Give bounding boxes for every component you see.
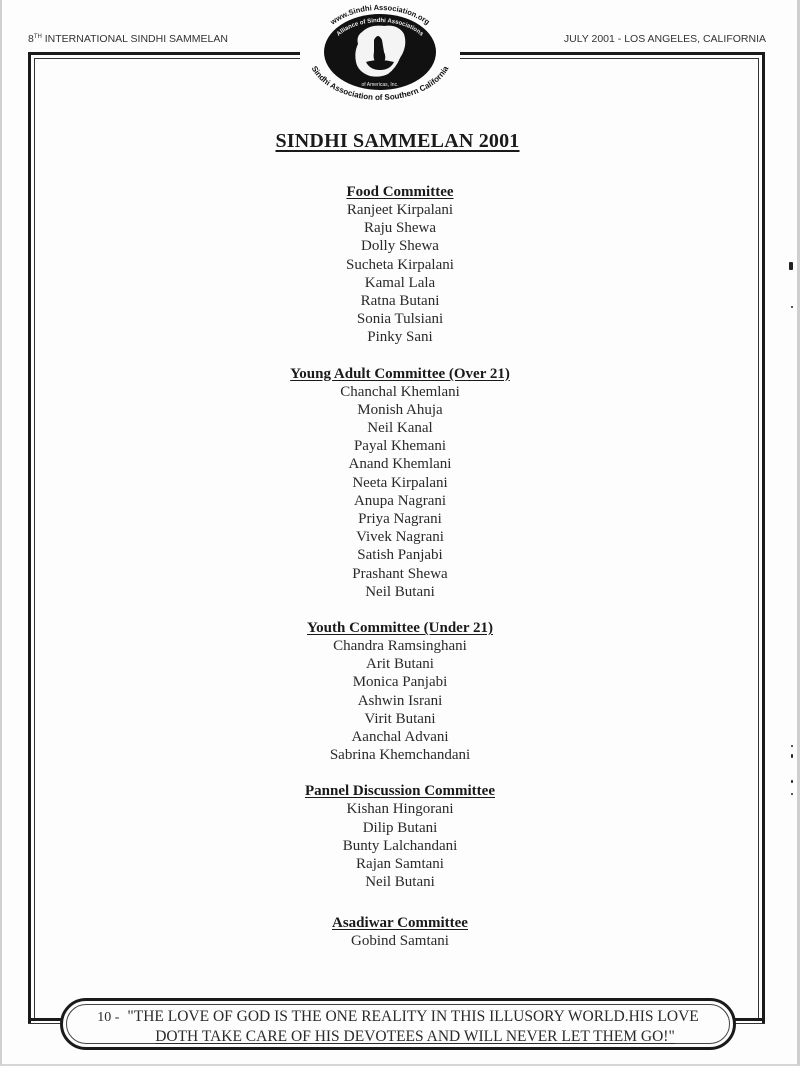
committee-member: Virit Butani [364, 710, 436, 727]
committee-member: Bunty Lalchandani [342, 837, 458, 854]
sindh-map-emblem-icon [300, 2, 460, 102]
committee-member: Payal Khemani [353, 438, 447, 455]
header-event-name: INTERNATIONAL SINDHI SAMMELAN [41, 33, 228, 45]
footer-quote-line2: DOTH TAKE CARE OF HIS DEVOTEES AND WILL NEVER LET THEM GO!" [155, 1028, 675, 1045]
committee-heading: Food Committee [346, 184, 454, 200]
page-title: SINDHI SAMMELAN 2001 [275, 130, 520, 152]
committee-panel-discussion [40, 782, 760, 891]
committee-member: Rajan Samtani [356, 856, 444, 873]
committee-young-adult [40, 365, 760, 601]
committee-member: Priya Nagrani [358, 511, 442, 528]
document-body [40, 118, 760, 950]
scan-artifact-dot [791, 745, 793, 747]
svg-text:www.Sindhi Association.org: www.Sindhi Association.org [328, 2, 432, 27]
scan-artifact-dot [791, 780, 793, 783]
committee-member: Sucheta Kirpalani [346, 256, 454, 273]
committee-asadiwar [40, 914, 760, 950]
committee-member: Sonia Tulsiani [356, 311, 444, 328]
header-ordinal-suffix: TH [33, 34, 42, 40]
footer-quote-banner [60, 998, 736, 1050]
committee-member: Dolly Shewa [361, 238, 439, 255]
committee-member: Prashant Shewa [352, 565, 448, 582]
committee-member: Monish Ahuja [357, 401, 443, 418]
committee-member: Aanchal Advani [351, 729, 449, 746]
committee-heading: Pannel Discussion Committee [305, 783, 495, 800]
committee-member: Neil Butani [365, 583, 435, 600]
committee-member: Sabrina Khemchandani [329, 747, 471, 764]
quote-text-line1: "THE LOVE OF GOD IS THE ONE REALITY IN THIS ILLUSORY WORLD.HIS LOVE [127, 1008, 699, 1025]
footer-quote-line1 [63, 1007, 733, 1027]
committee-member: Chandra Ramsinghani [333, 638, 467, 655]
scan-artifact-dot [791, 793, 793, 795]
header-event-title [28, 33, 228, 45]
committee-member: Ranjeet Kirpalani [346, 202, 454, 218]
scan-artifact-dot [791, 306, 793, 308]
association-logo [300, 2, 460, 102]
committee-member: Arit Butani [366, 656, 434, 673]
committee-heading: Young Adult Committee (Over 21) [290, 365, 510, 382]
footer-quote [63, 1007, 733, 1046]
header-date-location: JULY 2001 - LOS ANGELES, CALIFORNIA [563, 33, 766, 45]
committee-member: Monica Panjabi [352, 674, 448, 691]
committee-heading: Youth Committee (Under 21) [307, 620, 493, 637]
scan-artifact-dot [791, 754, 793, 758]
svg-text:Sindhi Association of Southern: Sindhi Association of Southern California [309, 64, 451, 102]
committee-member: Chanchal Khemlani [340, 383, 460, 400]
svg-text:Alliance of Sindhi Association: Alliance of Sindhi Associations [335, 17, 425, 38]
committee-member: Dilip Butani [362, 819, 438, 836]
committee-food [40, 183, 760, 347]
frame-connector-right [734, 1018, 765, 1024]
svg-text:of Americas, Inc.: of Americas, Inc. [361, 82, 399, 88]
committee-heading: Asadiwar Committee [332, 914, 468, 931]
committee-member: Neeta Kirpalani [352, 474, 448, 491]
scan-artifact-mark [789, 262, 793, 270]
committee-member: Pinky Sani [367, 329, 433, 346]
committee-member: Ratna Butani [360, 293, 440, 310]
page-number: 10 - [97, 1010, 120, 1025]
committee-member: Gobind Samtani [351, 932, 449, 949]
committee-member: Vivek Nagrani [356, 529, 444, 546]
committee-member: Kamal Lala [364, 274, 436, 291]
frame-connector-left [28, 1018, 62, 1024]
committee-member: Satish Panjabi [357, 547, 443, 564]
committee-member: Neil Kanal [367, 420, 433, 437]
committee-member: Raju Shewa [363, 220, 437, 237]
header-ordinal: 8 [28, 33, 34, 45]
committee-member: Ashwin Israni [357, 692, 443, 709]
committee-member: Kishan Hingorani [346, 801, 454, 818]
committee-member: Anupa Nagrani [353, 492, 447, 509]
committee-member: Neil Butani [365, 874, 435, 891]
committee-youth [40, 619, 760, 764]
committee-member: Anand Khemlani [348, 456, 452, 473]
